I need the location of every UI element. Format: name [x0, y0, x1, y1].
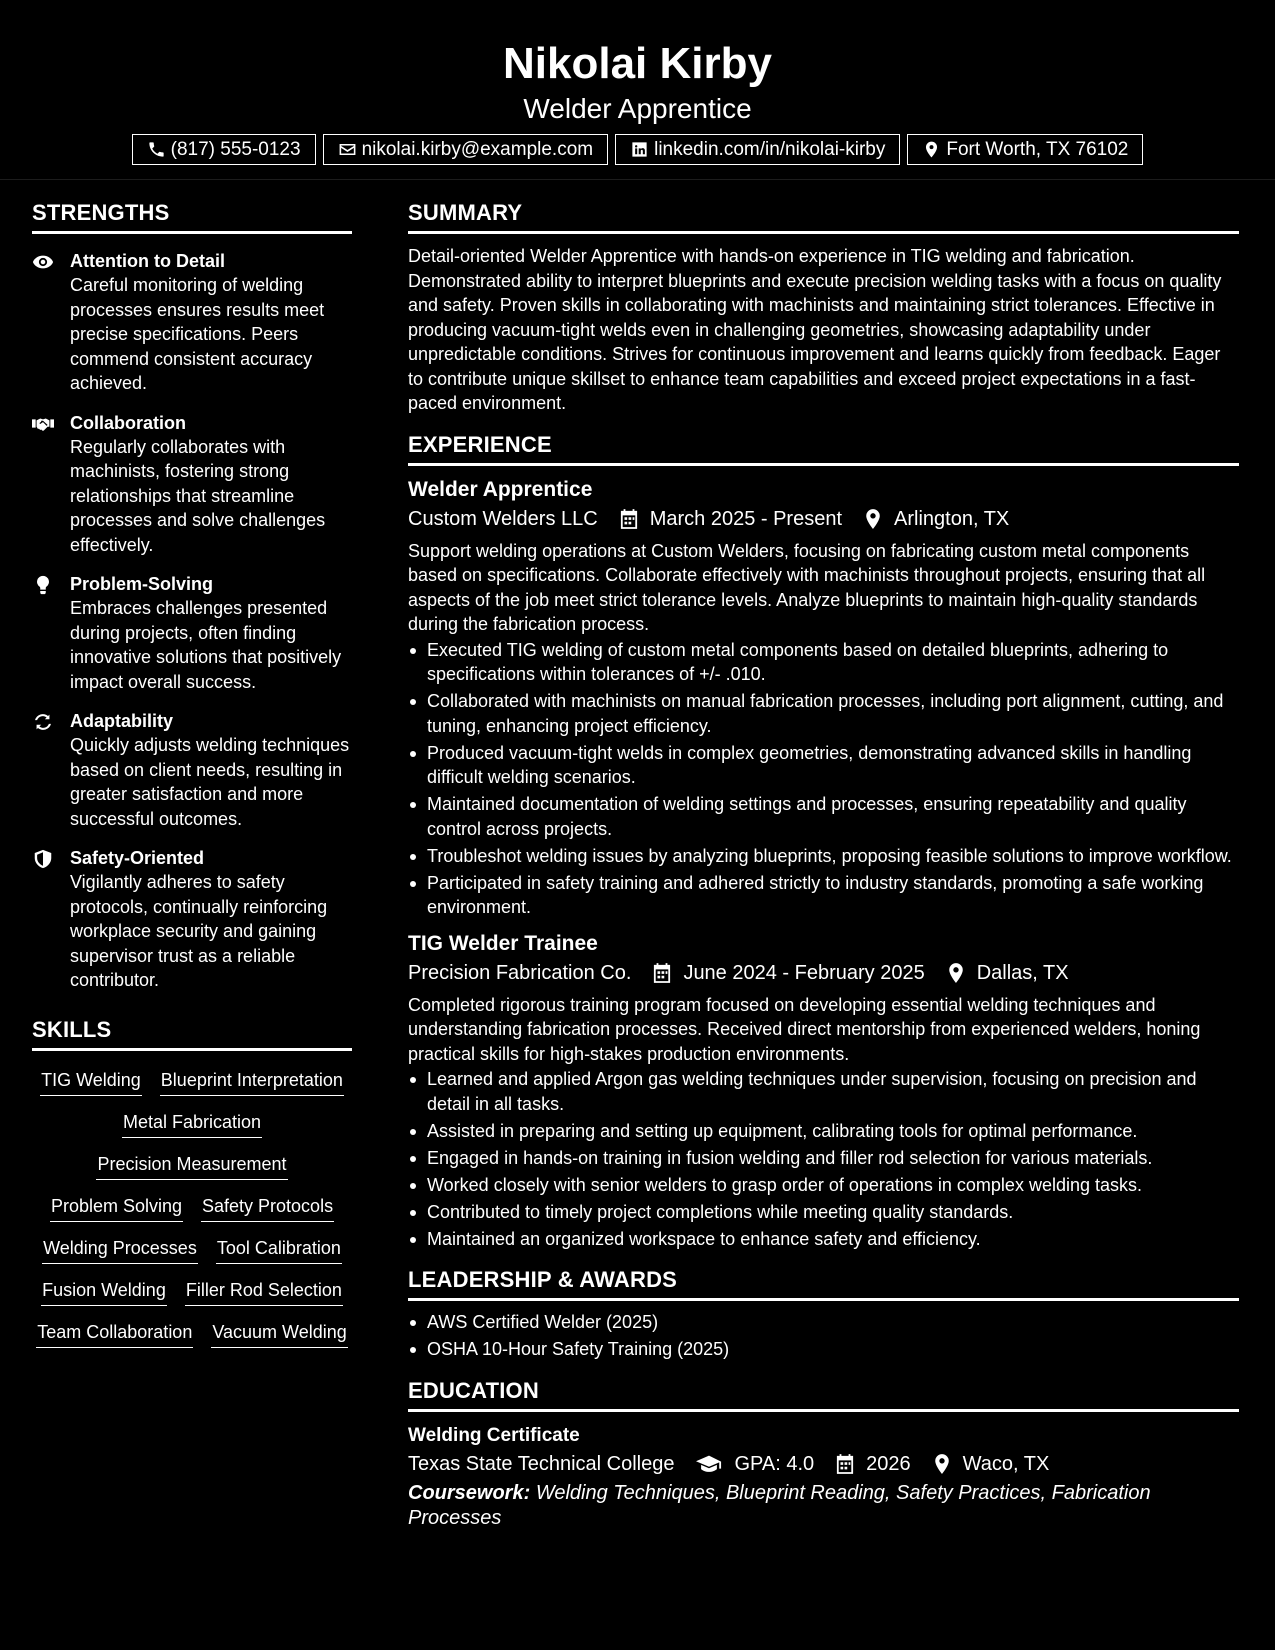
- calendar-icon: [836, 1454, 854, 1474]
- summary-heading: SUMMARY: [408, 198, 1239, 234]
- gpa: GPA: 4.0: [734, 1452, 815, 1475]
- coursework: [408, 1481, 1239, 1531]
- job-bullet: Produced vacuum-tight welds in complex geometries, demonstrating advanced skills in handling difficult welding scenarios.: [408, 741, 1239, 790]
- job-title: TIG Welder Trainee: [408, 931, 598, 955]
- job-bullet: Assisted in preparing and setting up equipment, calibrating tools for optimal performance.: [408, 1119, 1239, 1144]
- job-description: Support welding operations at Custom Welders, focusing on fabricating custom metal components based on specifications. Collaborate effectively with machinists throughout projects, ensuring that all aspects of the job meet strict tolerance levels. Analyze blueprints to maintain high-quality standards during the fabrication process.: [408, 540, 1206, 634]
- education-meta: [408, 1449, 1239, 1479]
- experience-heading: EXPERIENCE: [408, 430, 1239, 466]
- job-description: Completed rigorous training program focused on developing essential welding techniques and understanding fabrication processes. Received direct mentorship from experienced welders, honing practical skills for high-stakes production environments.: [408, 994, 1201, 1064]
- award-item: AWS Certified Welder (2025): [408, 1310, 1239, 1335]
- education-section: [408, 1376, 1239, 1531]
- skill-tag: Tool Calibration: [216, 1234, 342, 1264]
- strength-item: [32, 572, 352, 694]
- map-marker-icon: [922, 140, 941, 159]
- skill-tag: Fusion Welding: [41, 1276, 167, 1306]
- skill-tag: Welding Processes: [42, 1234, 198, 1264]
- contact-location: [907, 134, 1143, 165]
- resume-header: [0, 0, 1275, 180]
- job-entry: [408, 476, 1239, 920]
- strength-desc: Quickly adjusts welding techniques based on client needs, resulting in greater satisfaction and more successful outcomes.: [70, 735, 350, 829]
- awards-heading: LEADERSHIP & AWARDS: [408, 1265, 1239, 1301]
- job-location: Arlington, TX: [894, 507, 1010, 530]
- graduation-cap-icon: [696, 1454, 722, 1474]
- job-bullet: Maintained documentation of welding settings and processes, ensuring repeatability and quality control across projects.: [408, 792, 1239, 841]
- job-meta: [408, 504, 1239, 534]
- strength-item: [32, 411, 352, 558]
- strength-desc: Careful monitoring of welding processes ensures results meet precise specifications. Peers commend consistent accuracy achieved.: [70, 275, 325, 393]
- right-column: [408, 198, 1239, 1545]
- strength-title: Attention to Detail: [70, 251, 225, 271]
- coursework-list: Welding Techniques, Blueprint Reading, Safety Practices, Fabrication Processes: [408, 1481, 1151, 1529]
- summary-text: Detail-oriented Welder Apprentice with hands-on experience in TIG welding and fabrication. Demonstrated ability to interpret blueprints and execute precision welding tasks with a focus on quality and safety. Proven skills in collaborating with machinists and maintaining strict tolerances. Effective in producing vacuum-tight welds even in challenging geometries, showcasing adaptability under unpredictable conditions. Strives for continuous improvement and learns quickly from feedback. Eager to contribute unique skillset to enhance team capabilities and exceed project expectations in a fast-paced environment.: [408, 246, 1222, 413]
- shield-icon: [32, 849, 54, 869]
- contact-phone[interactable]: [132, 134, 316, 165]
- job-bullet: Participated in safety training and adhered strictly to industry standards, promoting a safe working environment.: [408, 871, 1239, 920]
- award-item: OSHA 10-Hour Safety Training (2025): [408, 1337, 1239, 1362]
- candidate-title: Welder Apprentice: [523, 93, 752, 124]
- sync-icon: [32, 712, 54, 732]
- map-marker-icon: [933, 1454, 951, 1474]
- strength-title: Safety-Oriented: [70, 848, 205, 868]
- skill-tag: Safety Protocols: [201, 1192, 334, 1222]
- left-column: [32, 198, 352, 1348]
- job-bullet: Executed TIG welding of custom metal components based on detailed blueprints, adhering to specifications within tolerances of +/- .010.: [408, 638, 1239, 687]
- job-bullets: [408, 638, 1239, 920]
- graduation-year: 2026: [866, 1452, 911, 1475]
- skills-list: [32, 1066, 352, 1348]
- skill-tag: Metal Fabrication: [122, 1108, 262, 1138]
- job-entry: [408, 930, 1239, 1252]
- strength-title: Collaboration: [70, 412, 186, 433]
- contact-email[interactable]: [323, 134, 609, 165]
- strengths-heading: STRENGTHS: [32, 198, 352, 234]
- coursework-label: Coursework:: [408, 1481, 531, 1504]
- skill-tag: Filler Rod Selection: [185, 1276, 343, 1306]
- job-bullet: Engaged in hands-on training in fusion welding and filler rod selection for various materials.: [408, 1146, 1239, 1171]
- job-company: Precision Fabrication Co.: [408, 961, 632, 984]
- job-company: Custom Welders LLC: [408, 507, 598, 530]
- phone-icon: [147, 140, 166, 159]
- calendar-icon: [620, 509, 638, 529]
- map-marker-icon: [864, 509, 882, 529]
- strength-item: [32, 846, 352, 993]
- summary-section: [408, 198, 1239, 416]
- contact-bar: [0, 134, 1275, 165]
- contact-location-text: Fort Worth, TX 76102: [946, 139, 1129, 160]
- job-title: Welder Apprentice: [408, 477, 593, 501]
- job-dates: June 2024 - February 2025: [683, 961, 925, 984]
- skills-heading: SKILLS: [32, 1015, 352, 1051]
- awards-section: [408, 1265, 1239, 1362]
- strength-item: [32, 709, 352, 831]
- contact-linkedin-text: linkedin.com/in/nikolai-kirby: [654, 139, 886, 160]
- job-bullet: Troubleshot welding issues by analyzing blueprints, proposing feasible solutions to improve workflow.: [408, 844, 1239, 869]
- skill-tag: Precision Measurement: [96, 1150, 287, 1180]
- envelope-icon: [338, 140, 357, 159]
- awards-list: [408, 1310, 1239, 1362]
- job-bullet: Contributed to timely project completions while meeting quality standards.: [408, 1200, 1239, 1225]
- candidate-name: Nikolai Kirby: [503, 39, 772, 88]
- contact-phone-text: (817) 555-0123: [170, 139, 301, 160]
- job-bullets: [408, 1067, 1239, 1251]
- strength-desc: Regularly collaborates with machinists, fostering strong relationships that streamline processes and solve challenges effectively.: [70, 436, 326, 555]
- education-heading: EDUCATION: [408, 1376, 1239, 1412]
- strength-desc: Vigilantly adheres to safety protocols, continually reinforcing workplace security and gaining supervisor trust as a reliable contributor.: [70, 872, 328, 990]
- skill-tag: Team Collaboration: [36, 1318, 193, 1348]
- job-bullet: Learned and applied Argon gas welding techniques under supervision, focusing on precision and detail in all tasks.: [408, 1067, 1239, 1116]
- strength-item: [32, 249, 352, 396]
- strength-desc: Embraces challenges presented during projects, often finding innovative solutions that positively impact overall success.: [70, 598, 342, 692]
- skill-tag: TIG Welding: [40, 1066, 142, 1096]
- lightbulb-icon: [32, 575, 54, 595]
- linkedin-icon: [630, 140, 649, 159]
- contact-email-text: nikolai.kirby@example.com: [361, 139, 594, 160]
- handshake-icon: [32, 414, 54, 434]
- school-name: Texas State Technical College: [408, 1452, 675, 1475]
- skill-tag: Problem Solving: [50, 1192, 183, 1222]
- map-marker-icon: [947, 963, 965, 983]
- strength-title: Adaptability: [70, 711, 174, 731]
- strength-title: Problem-Solving: [70, 574, 214, 594]
- job-meta: [408, 958, 1239, 988]
- calendar-icon: [653, 963, 671, 983]
- job-bullet: Maintained an organized workspace to enhance safety and efficiency.: [408, 1227, 1239, 1252]
- job-dates: March 2025 - Present: [649, 507, 843, 530]
- skill-tag: Blueprint Interpretation: [160, 1066, 344, 1096]
- experience-section: [408, 430, 1239, 1252]
- job-bullet: Collaborated with machinists on manual fabrication processes, including port alignment, cutting, and tuning, enhancing project efficiency.: [408, 689, 1239, 738]
- degree-title: Welding Certificate: [408, 1424, 580, 1446]
- school-location: Waco, TX: [962, 1452, 1050, 1475]
- contact-linkedin[interactable]: [615, 134, 900, 165]
- skill-tag: Vacuum Welding: [211, 1318, 347, 1348]
- job-location: Dallas, TX: [976, 961, 1069, 984]
- job-bullet: Worked closely with senior welders to grasp order of operations in complex welding tasks.: [408, 1173, 1239, 1198]
- eye-icon: [32, 252, 54, 272]
